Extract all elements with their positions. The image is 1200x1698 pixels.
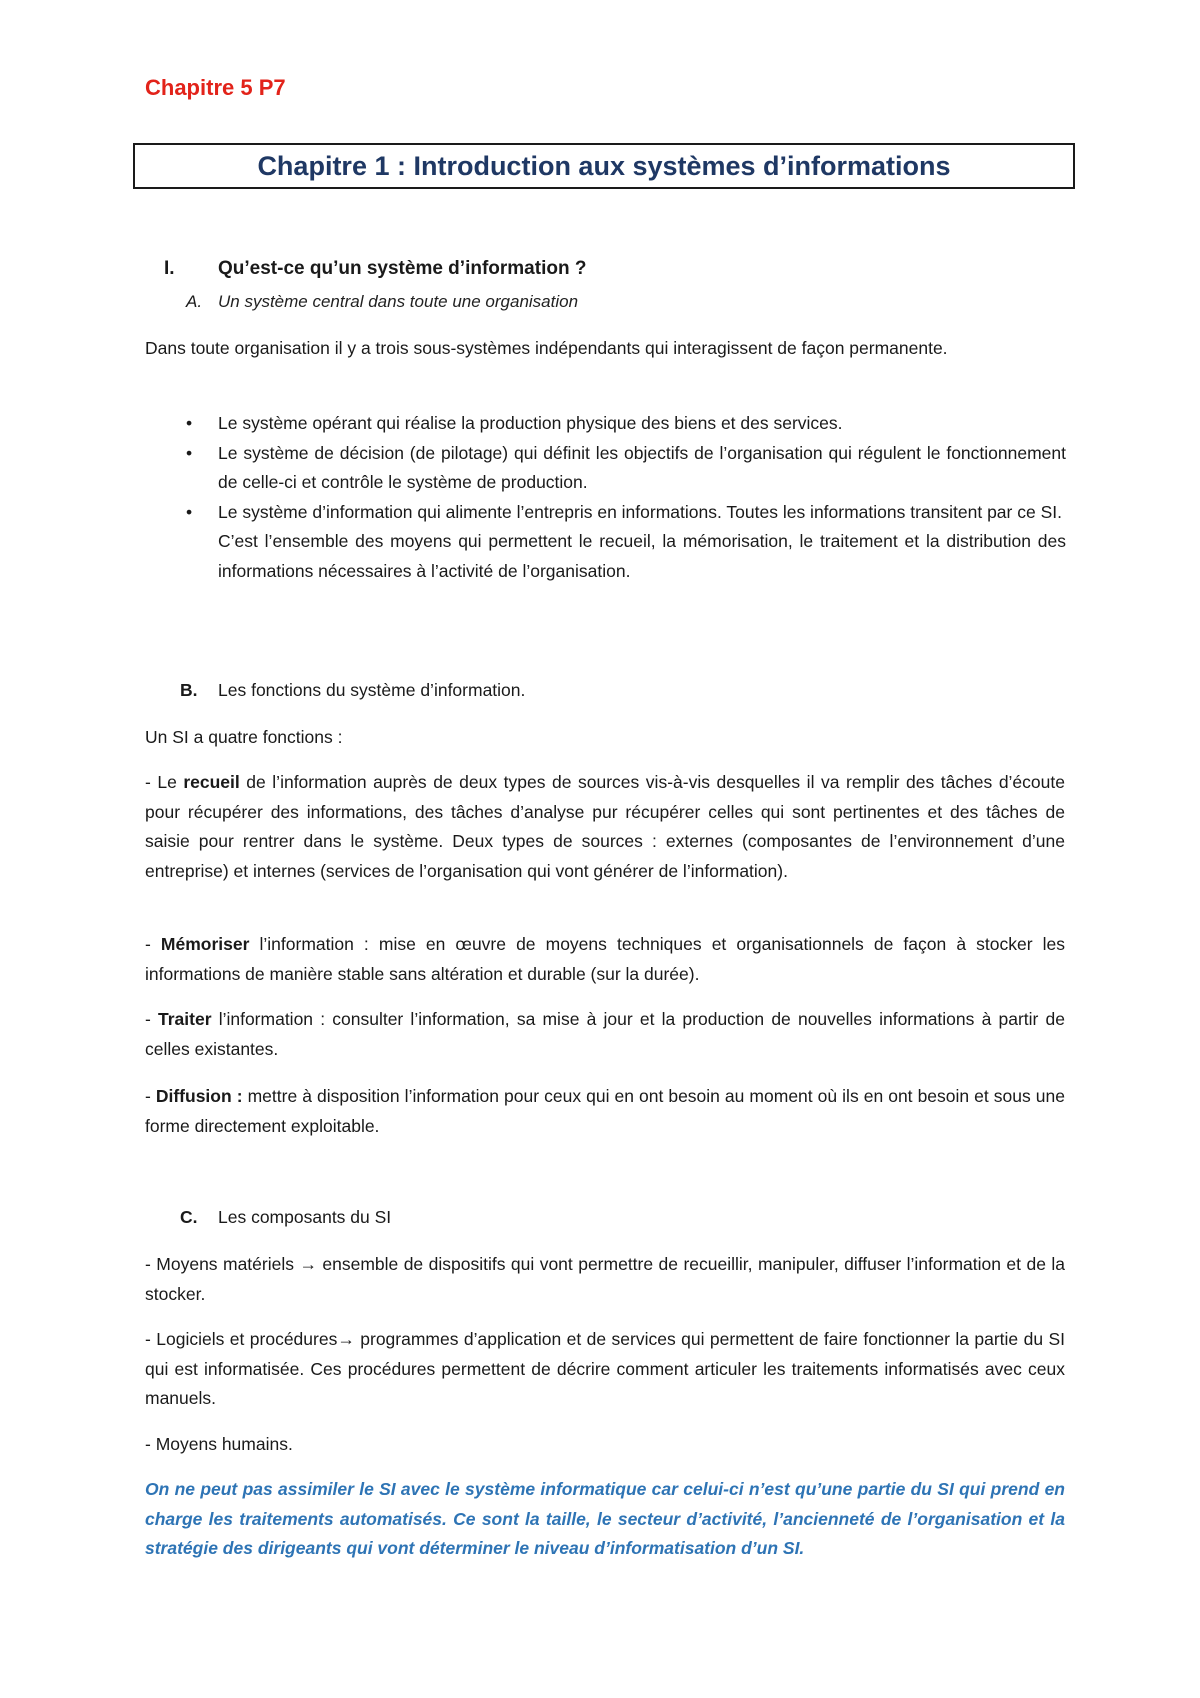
function-prefix: - (145, 1009, 159, 1029)
intro-paragraph: Dans toute organisation il y a trois sous-systèmes indépendants qui interagissent de façon permanente. (145, 338, 948, 358)
arrow-right-icon: → (337, 1329, 355, 1349)
component-humains: - Moyens humains. (145, 1434, 293, 1454)
bullet-icon: • (186, 413, 193, 433)
subsystems-list (186, 409, 1066, 586)
document-title: Chapitre 1 : Introduction aux systèmes d’informations (257, 150, 951, 181)
section-i-number: I. (164, 258, 175, 279)
functions-intro: Un SI a quatre fonctions : (145, 727, 343, 747)
list-item-text: Le système de décision (de pilotage) qui définit les objectifs de l’organisation qui régulent le fonctionnement de celle-ci et contrôle le système de production. (218, 442, 1066, 492)
function-description: de l’information auprès de deux types de sources vis-à-vis desquelles il va remplir des tâches d’écoute pour récupérer des informations, des tâches d’analyse pur récupérer celles qui sont pertinentes et des tâches de saisie pour rentrer dans le système. Deux types de sources : externes (composantes de l’environnement d’une entreprise) et internes (services de l’organisation qui vont générer de l’information). (145, 772, 1065, 881)
section-b-letter: B. (180, 680, 198, 700)
function-recueil (145, 768, 1065, 886)
function-keyword: Traiter (158, 1009, 212, 1029)
component-label: - Moyens matériels (145, 1254, 300, 1274)
component-description: programmes d’application et de services qui permettent de faire fonctionner la partie du SI qui est informatisée. Ces procédures permettent de décrire comment articuler les traitements informatisés avec ceux manuels. (145, 1329, 1066, 1408)
section-b-title: Les fonctions du système d’information. (218, 680, 526, 700)
function-diffusion (145, 1082, 1065, 1141)
section-c-title: Les composants du SI (218, 1207, 392, 1227)
function-memoriser (145, 930, 1065, 989)
function-description: l’information : mise en œuvre de moyens techniques et organisationnels de façon à stocker les informations de manière stable sans altération et durable (sur la durée). (145, 934, 1065, 984)
component-label: - Logiciels et procédures (145, 1329, 338, 1349)
function-description: l’information : consulter l’information, sa mise à jour et la production de nouvelles informations à partir de celles existantes. (145, 1009, 1065, 1059)
bullet-icon: • (186, 442, 193, 463)
function-prefix: - (145, 934, 161, 954)
function-traiter (145, 1005, 1065, 1064)
function-keyword: recueil (183, 772, 240, 792)
section-c-letter: C. (180, 1207, 198, 1227)
list-item-text: Le système opérant qui réalise la production physique des biens et des services. (218, 413, 843, 433)
list-item (186, 498, 1066, 587)
function-prefix: - (145, 1086, 156, 1106)
chapter-label: Chapitre 5 P7 (145, 75, 286, 100)
function-keyword: Diffusion : (155, 1086, 243, 1106)
section-a-letter: A. (186, 292, 203, 311)
list-item (186, 409, 1066, 439)
arrow-right-icon: → (299, 1254, 317, 1274)
component-description: ensemble de dispositifs qui vont permettre de recueillir, manipuler, diffuser l’information et de la stocker. (145, 1254, 1066, 1304)
function-prefix: - Le (145, 772, 184, 792)
section-a-title: Un système central dans toute une organisation (218, 292, 579, 311)
title-box (133, 143, 1075, 189)
component-logiciels (145, 1325, 1065, 1414)
list-item-text: Le système d’information qui alimente l’entrepris en informations. Toutes les informations transitent par ce SI. (218, 501, 1062, 522)
conclusion-paragraph: On ne peut pas assimiler le SI avec le système informatique car celui-ci n’est qu’une partie du SI qui prend en charge les traitements automatisés. Ce sont la taille, le secteur d’activité, l’ancienneté de l’organisation et la stratégie des dirigeants qui vont déterminer le niveau d’informatisation d’un SI. (145, 1479, 1065, 1558)
component-materiels (145, 1250, 1065, 1309)
section-i-title: Qu’est-ce qu’un système d’information ? (218, 258, 587, 279)
bullet-icon: • (186, 501, 193, 522)
function-keyword: Mémoriser (160, 934, 250, 954)
list-item (186, 439, 1066, 498)
list-item-continuation: C’est l’ensemble des moyens qui permettent le recueil, la mémorisation, le traitement et la distribution des informations nécessaires à l’activité de l’organisation. (218, 531, 1066, 581)
function-description: mettre à disposition l’information pour ceux qui en ont besoin au moment où ils en ont besoin et sous une forme directement exploitable. (145, 1086, 1065, 1136)
